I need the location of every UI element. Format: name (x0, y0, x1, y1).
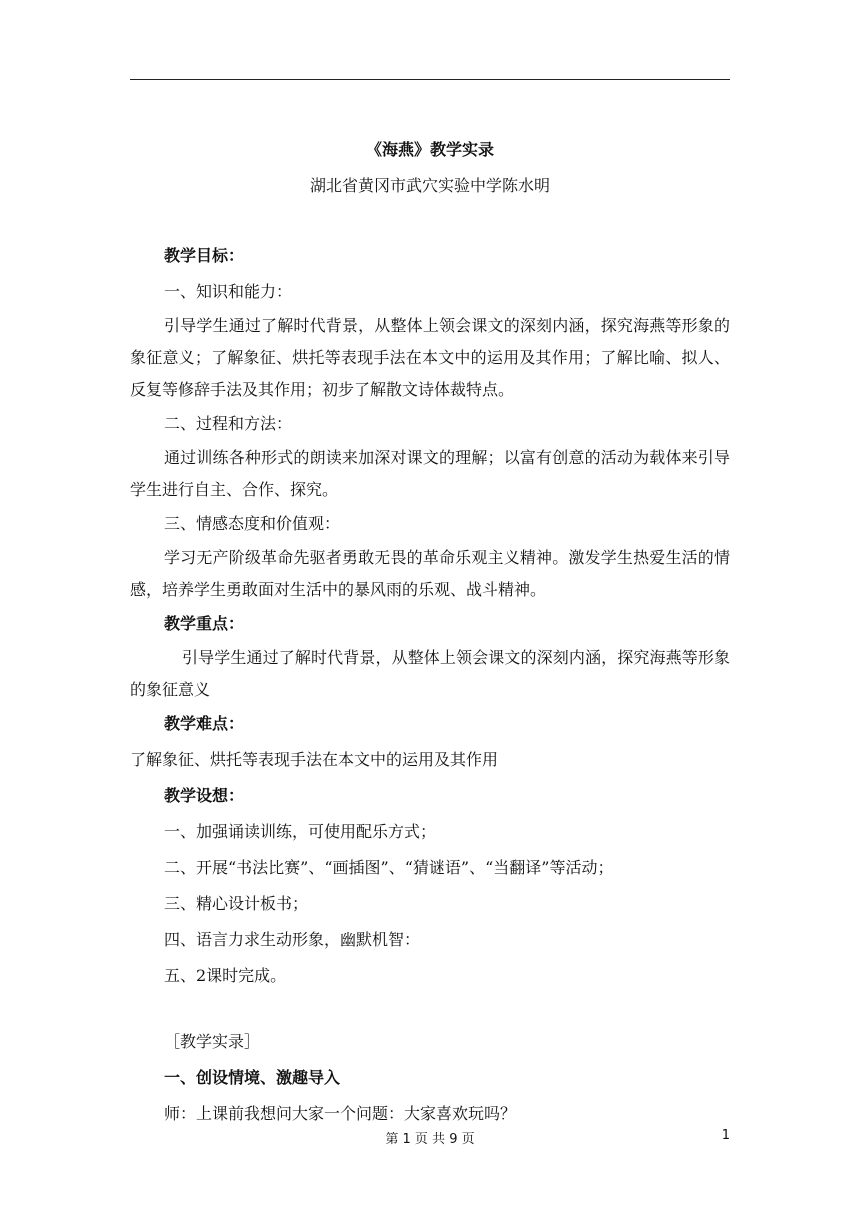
dialogue-line: 师：上课前我想问大家一个问题：大家喜欢玩吗？ (164, 1104, 517, 1123)
record-heading: ［教学实录］ (164, 1032, 261, 1051)
objective-2-heading: 二、过程和方法： (164, 414, 293, 433)
difficulty-text: 了解象征、烘托等表现手法在本文中的运用及其作用 (130, 750, 499, 769)
document-title: 《海燕》教学实录 (365, 140, 494, 159)
objective-1-text: 引导学生通过了解时代背景，从整体上领会课文的深刻内涵，探究海燕等形象的象征意义；了解象征、烘托等表现手法在本文中的运用及其作用；了解比喻、拟人、反复等修辞手法及其作用；初步了解散文诗体裁特点。 (130, 316, 730, 399)
design-heading: 教学设想： (164, 786, 245, 805)
key-points-text: 引导学生通过了解时代背景，从整体上领会课文的深刻内涵，探究海燕等形象的象征意义 (130, 648, 730, 699)
design-item: 三、精心设计板书； (164, 894, 309, 913)
difficulty-heading: 教学难点： (164, 714, 245, 733)
page-number: 1 (721, 1128, 730, 1143)
objective-3-text: 学习无产阶级革命先驱者勇敢无畏的革命乐观主义精神。激发学生热爱生活的情感，培养学生勇敢面对生活中的暴风雨的乐观、战斗精神。 (130, 548, 730, 599)
page-count-label: 第 1 页 共 9 页 (385, 1132, 475, 1147)
objectives-heading: 教学目标： (164, 246, 245, 265)
section-gap (130, 994, 730, 1024)
objective-3-heading: 三、情感态度和价值观： (164, 514, 341, 533)
key-points-heading: 教学重点： (164, 614, 245, 633)
design-item: 二、开展“书法比赛”、“画插图”、“猜谜语”、“当翻译”等活动； (164, 858, 614, 877)
document-author: 湖北省黄冈市武穴实验中学陈水明 (309, 176, 550, 195)
objective-2-text: 通过训练各种形式的朗读来加深对课文的理解；以富有创意的活动为载体来引导学生进行自主、合作、探究。 (130, 448, 730, 499)
objective-1-heading: 一、知识和能力： (164, 282, 293, 301)
document-body (130, 132, 730, 1132)
header-rule (130, 79, 730, 80)
design-item: 一、加强诵读训练，可使用配乐方式； (164, 822, 437, 841)
design-item: 四、语言力求生动形象，幽默机智： (164, 930, 421, 949)
design-item: 五、2课时完成。 (164, 966, 287, 985)
section-1-heading: 一、创设情境、激趣导入 (164, 1068, 341, 1087)
